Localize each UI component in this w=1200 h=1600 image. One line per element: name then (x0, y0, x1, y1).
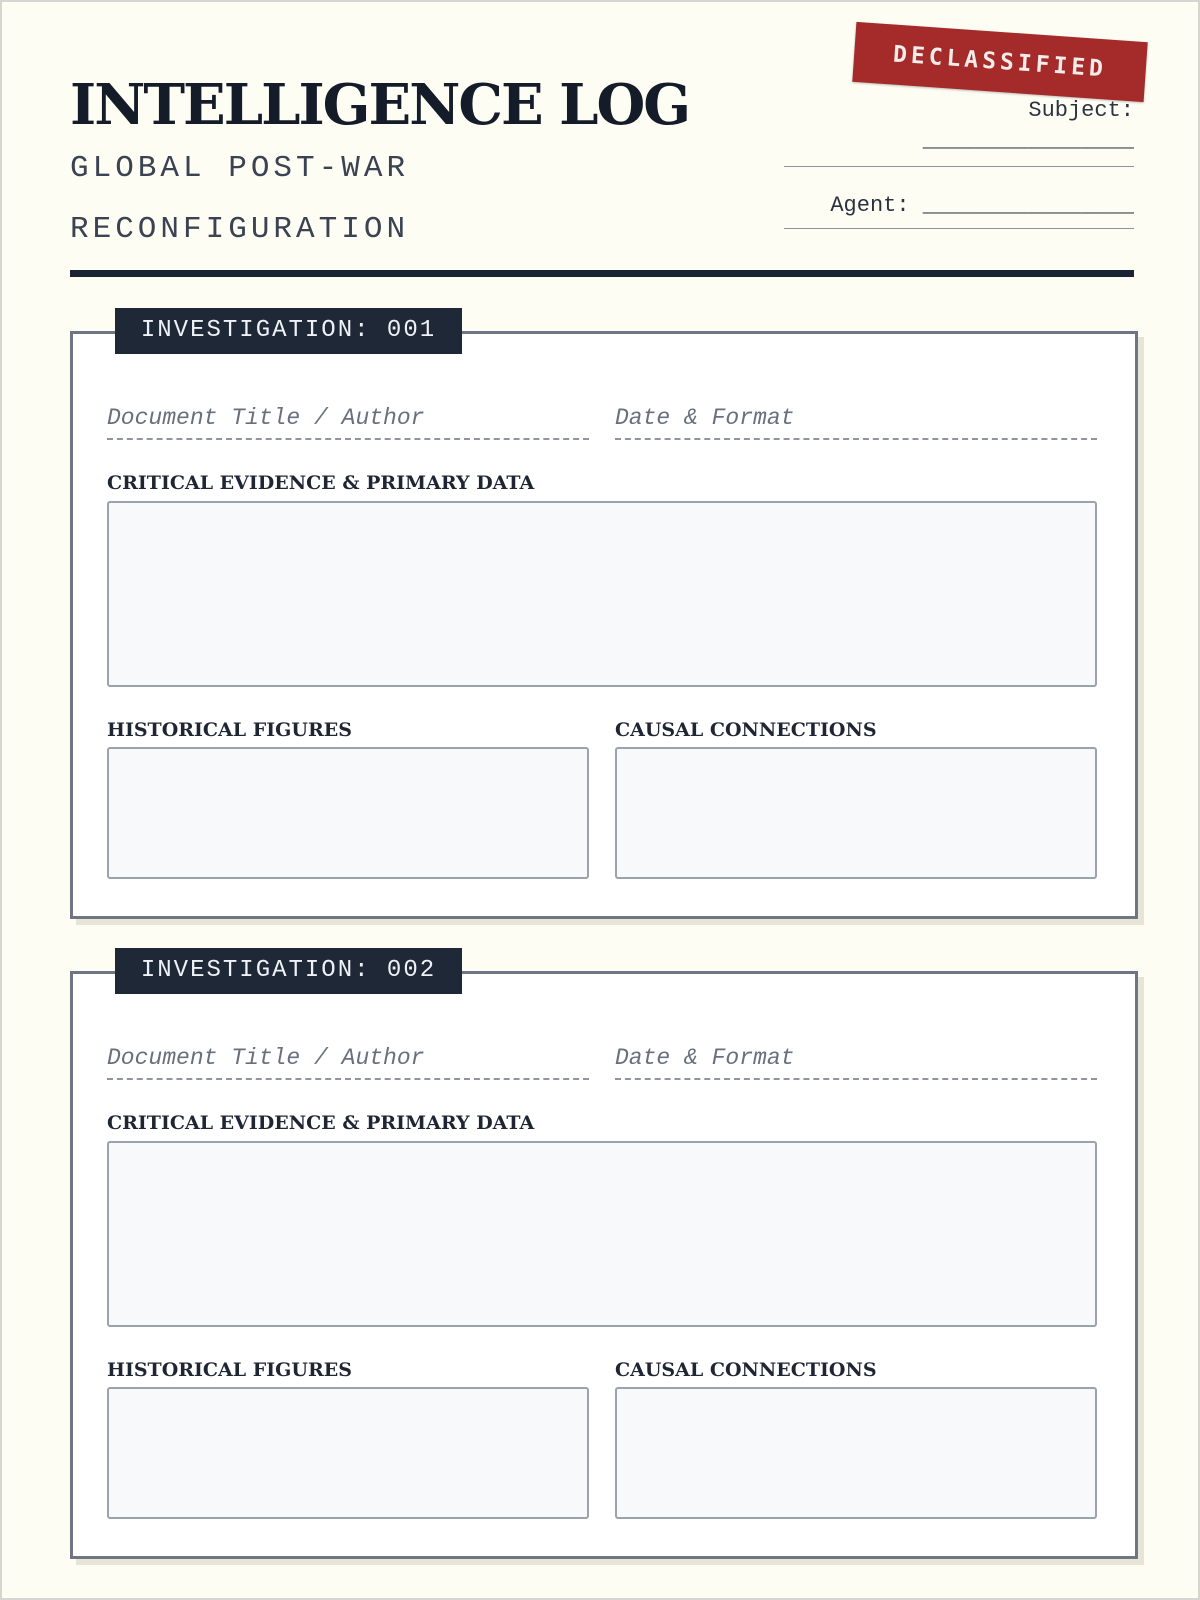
investigation-card-001 (70, 317, 1138, 919)
subject-field[interactable] (784, 96, 1134, 167)
subject-blank: ________________ (922, 128, 1134, 153)
investigation-card-002 (70, 957, 1138, 1559)
agent-field[interactable] (784, 190, 1134, 229)
document-title-field[interactable]: Document Title / Author (107, 1038, 589, 1080)
date-format-field[interactable]: Date & Format (615, 398, 1097, 440)
figures-box[interactable] (107, 1387, 589, 1519)
evidence-label: CRITICAL EVIDENCE & PRIMARY DATA (107, 472, 535, 494)
causal-label: CAUSAL CONNECTIONS (615, 719, 877, 741)
subject-label: Subject: (1028, 98, 1134, 123)
evidence-box[interactable] (107, 501, 1097, 687)
evidence-box[interactable] (107, 1141, 1097, 1327)
document-title-field[interactable]: Document Title / Author (107, 398, 589, 440)
date-format-field[interactable]: Date & Format (615, 1038, 1097, 1080)
page-title: INTELLIGENCE LOG (70, 72, 690, 138)
header-divider (70, 270, 1134, 277)
figures-box[interactable] (107, 747, 589, 879)
figures-label: HISTORICAL FIGURES (107, 719, 352, 741)
agent-label: Agent: (830, 193, 910, 218)
page-subtitle: GLOBAL POST-WAR RECONFIGURATION (70, 151, 410, 247)
causal-label: CAUSAL CONNECTIONS (615, 1359, 877, 1381)
figures-label: HISTORICAL FIGURES (107, 1359, 352, 1381)
investigation-tab: INVESTIGATION: 002 (115, 948, 462, 994)
investigation-tab: INVESTIGATION: 001 (115, 308, 462, 354)
evidence-label: CRITICAL EVIDENCE & PRIMARY DATA (107, 1112, 535, 1134)
causal-box[interactable] (615, 1387, 1097, 1519)
declassified-stamp: DECLASSIFIED (852, 22, 1147, 102)
causal-box[interactable] (615, 747, 1097, 879)
agent-blank: ________________ (922, 193, 1134, 218)
